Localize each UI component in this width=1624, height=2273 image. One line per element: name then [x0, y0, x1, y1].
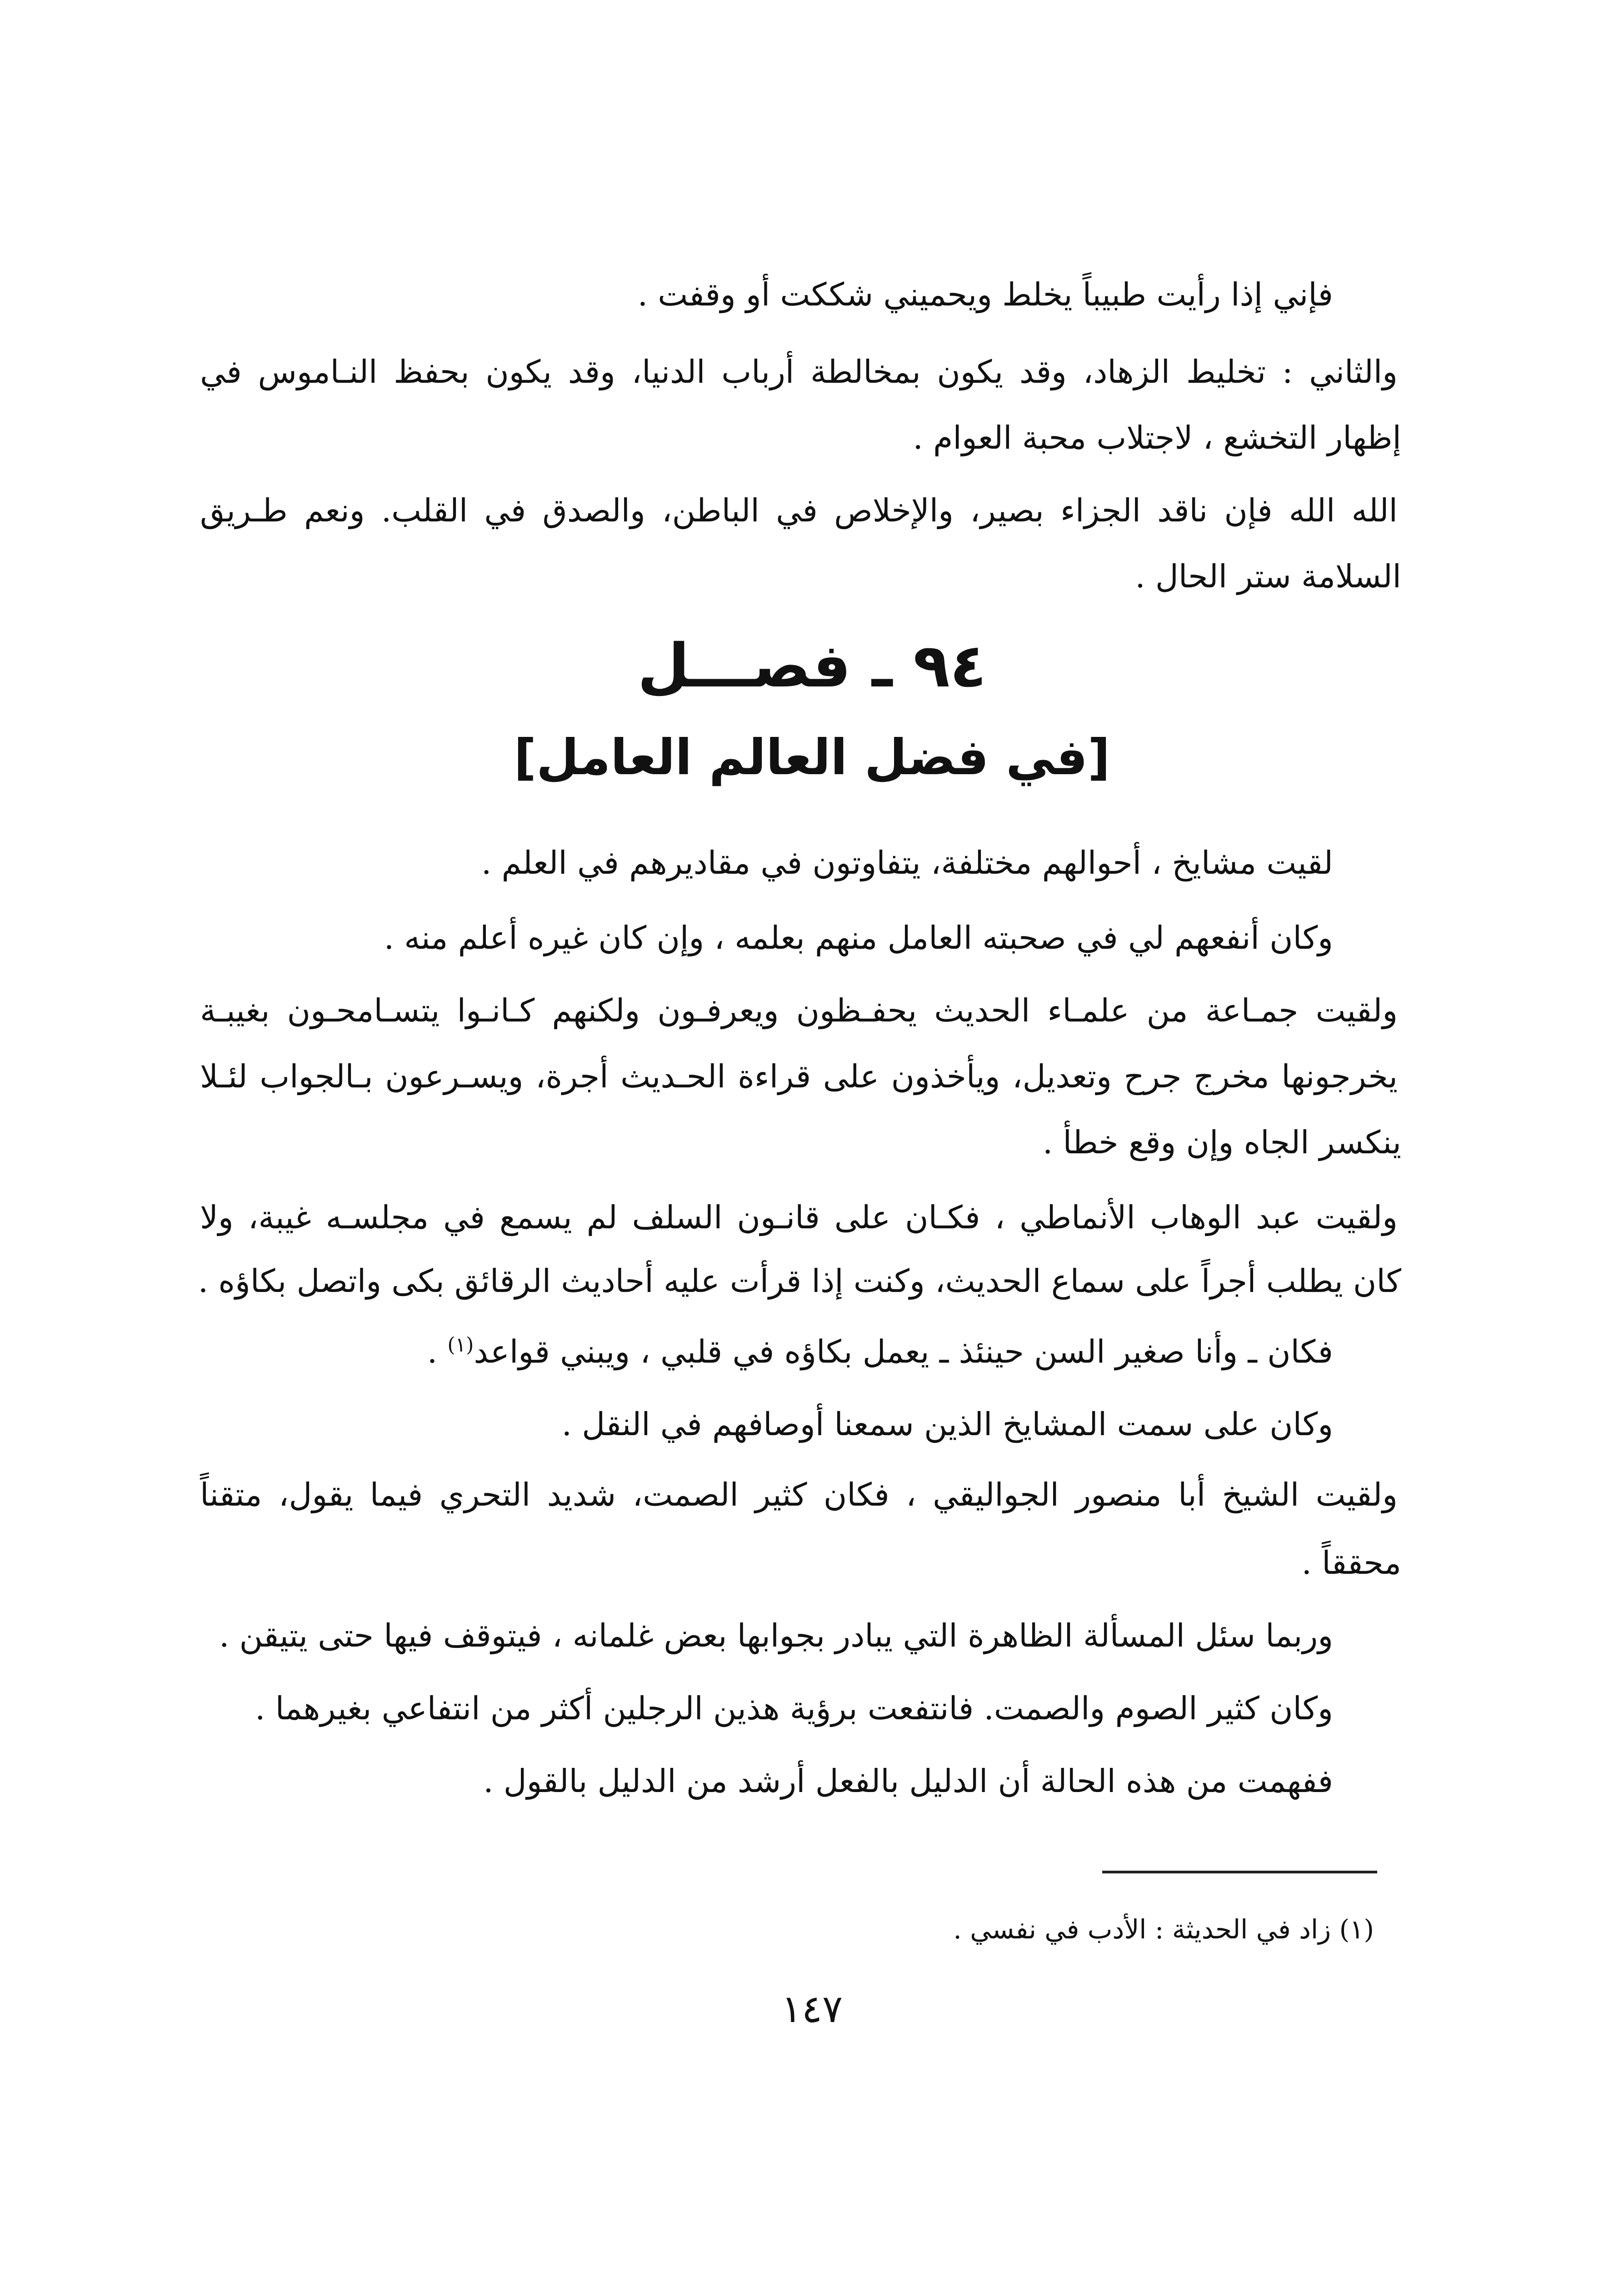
section-title: ٩٤ ـ فصـــل	[637, 631, 987, 701]
paragraph-6-line-2: يخرجونها مخرج جرح وتعديل، ويأخذون على قراءة الحـديث أجرة، ويسـرعون بـالجواب لئـلا	[200, 1058, 1398, 1095]
paragraph-7-line-2: كان يطلب أجراً على سماع الحديث، وكنت إذا قرأت عليه أحاديث الرقائق بكى واتصل بكاؤه .	[198, 1262, 1401, 1300]
paragraph-11	[219, 1618, 1333, 1653]
paragraph-6	[200, 993, 1398, 1028]
paragraph-7	[200, 1200, 1398, 1235]
paragraph-10	[200, 1477, 1398, 1512]
paragraph-8-end: .	[427, 1333, 448, 1371]
paragraph-8-line-1	[427, 1334, 1333, 1369]
paragraph-10-continued	[1302, 1546, 1401, 1581]
paragraph-9-line-1: وكان على سمت المشايخ الذين سمعنا أوصافهم في النقل .	[561, 1406, 1333, 1443]
paragraph-7-line-1: ولقيت عبد الوهاب الأنماطي ، فكـان على قانـون السلف لم يسمع في مجلسـه غيبة، ولا	[200, 1199, 1398, 1236]
paragraph-13	[483, 1764, 1333, 1799]
footnote-reference[interactable]: (١)	[447, 1333, 474, 1357]
paragraph-6-end	[1043, 1125, 1401, 1160]
paragraph-3	[200, 493, 1398, 528]
paragraph-12	[255, 1691, 1333, 1726]
paragraph-2	[200, 355, 1398, 390]
paragraph-6-line-1: ولقيت جمـاعة من علمـاء الحديث يحفـظون ويعرفـون ولكنهم كـانـوا يتسـامحـون بغيبـة	[200, 992, 1398, 1029]
section-subtitle: [في فضل العالم العامل]	[514, 729, 1110, 786]
footnote: (١) زاد في الحديثة : الأدب في نفسي .	[953, 1914, 1374, 1945]
paragraph-3-line-2: السلامة ستر الحال .	[1135, 558, 1401, 595]
paragraph-13-line-1: ففهمت من هذه الحالة أن الدليل بالفعل أرشد من الدليل بالقول .	[483, 1762, 1333, 1800]
paragraph-4	[481, 846, 1333, 881]
paragraph-2-continued	[913, 421, 1401, 456]
paragraph-8	[427, 1334, 1333, 1369]
page-number: ١٤٧	[781, 1987, 843, 2031]
paragraph-2-line-1: والثاني : تخليط الزهاد، وقد يكون بمخالطة أرباب الدنيا، وقد يكون بحفظ النـاموس في	[200, 353, 1398, 391]
paragraph-1	[638, 277, 1333, 312]
paragraph-6-continued	[200, 1059, 1398, 1094]
paragraph-1-line-1: فإني إذا رأيت طبيباً يخلط ويحميني شككت أو وقفت .	[637, 276, 1333, 313]
paragraph-6-line-3: ينكسر الجاه وإن وقع خطأ .	[1042, 1124, 1401, 1161]
footnote-divider	[1102, 1871, 1377, 1873]
paragraph-11-line-1: وربما سئل المسألة الظاهرة التي يبادر بجوابها بعض غلمانه ، فيتوقف فيها حتى يتيقن .	[219, 1617, 1333, 1654]
paragraph-7-continued	[198, 1264, 1401, 1299]
paragraph-5	[384, 921, 1333, 956]
paragraph-4-line-1: لقيت مشايخ ، أحوالهم مختلفة، يتفاوتون في مقاديرهم في العلم .	[481, 844, 1333, 881]
paragraph-3-continued	[1135, 559, 1401, 594]
paragraph-9	[562, 1407, 1333, 1442]
paragraph-8-text: فكان ـ وأنا صغير السن حينئذ ـ يعمل بكاؤه في قلبي ، ويبني قواعد	[474, 1333, 1333, 1371]
paragraph-10-line-1: ولقيت الشيخ أبا منصور الجواليقي ، فكان كثير الصمت، شديد التحري فيما يقول، متقناً	[200, 1476, 1398, 1513]
paragraph-12-line-1: وكان كثير الصوم والصمت. فانتفعت برؤية هذين الرجلين أكثر من انتفاعي بغيرهما .	[255, 1690, 1333, 1727]
paragraph-5-line-1: وكان أنفعهم لي في صحبته العامل منهم بعلمه ، وإن كان غيره أعلم منه .	[384, 919, 1333, 956]
paragraph-3-line-1: الله الله فإن ناقد الجزاء بصير، والإخلاص في الباطن، والصدق في القلب. ونعم طـريق	[200, 492, 1398, 529]
paragraph-10-line-2: محققاً .	[1301, 1544, 1401, 1582]
paragraph-2-line-2: إظهار التخشع ، لاجتلاب محبة العوام .	[913, 419, 1401, 456]
